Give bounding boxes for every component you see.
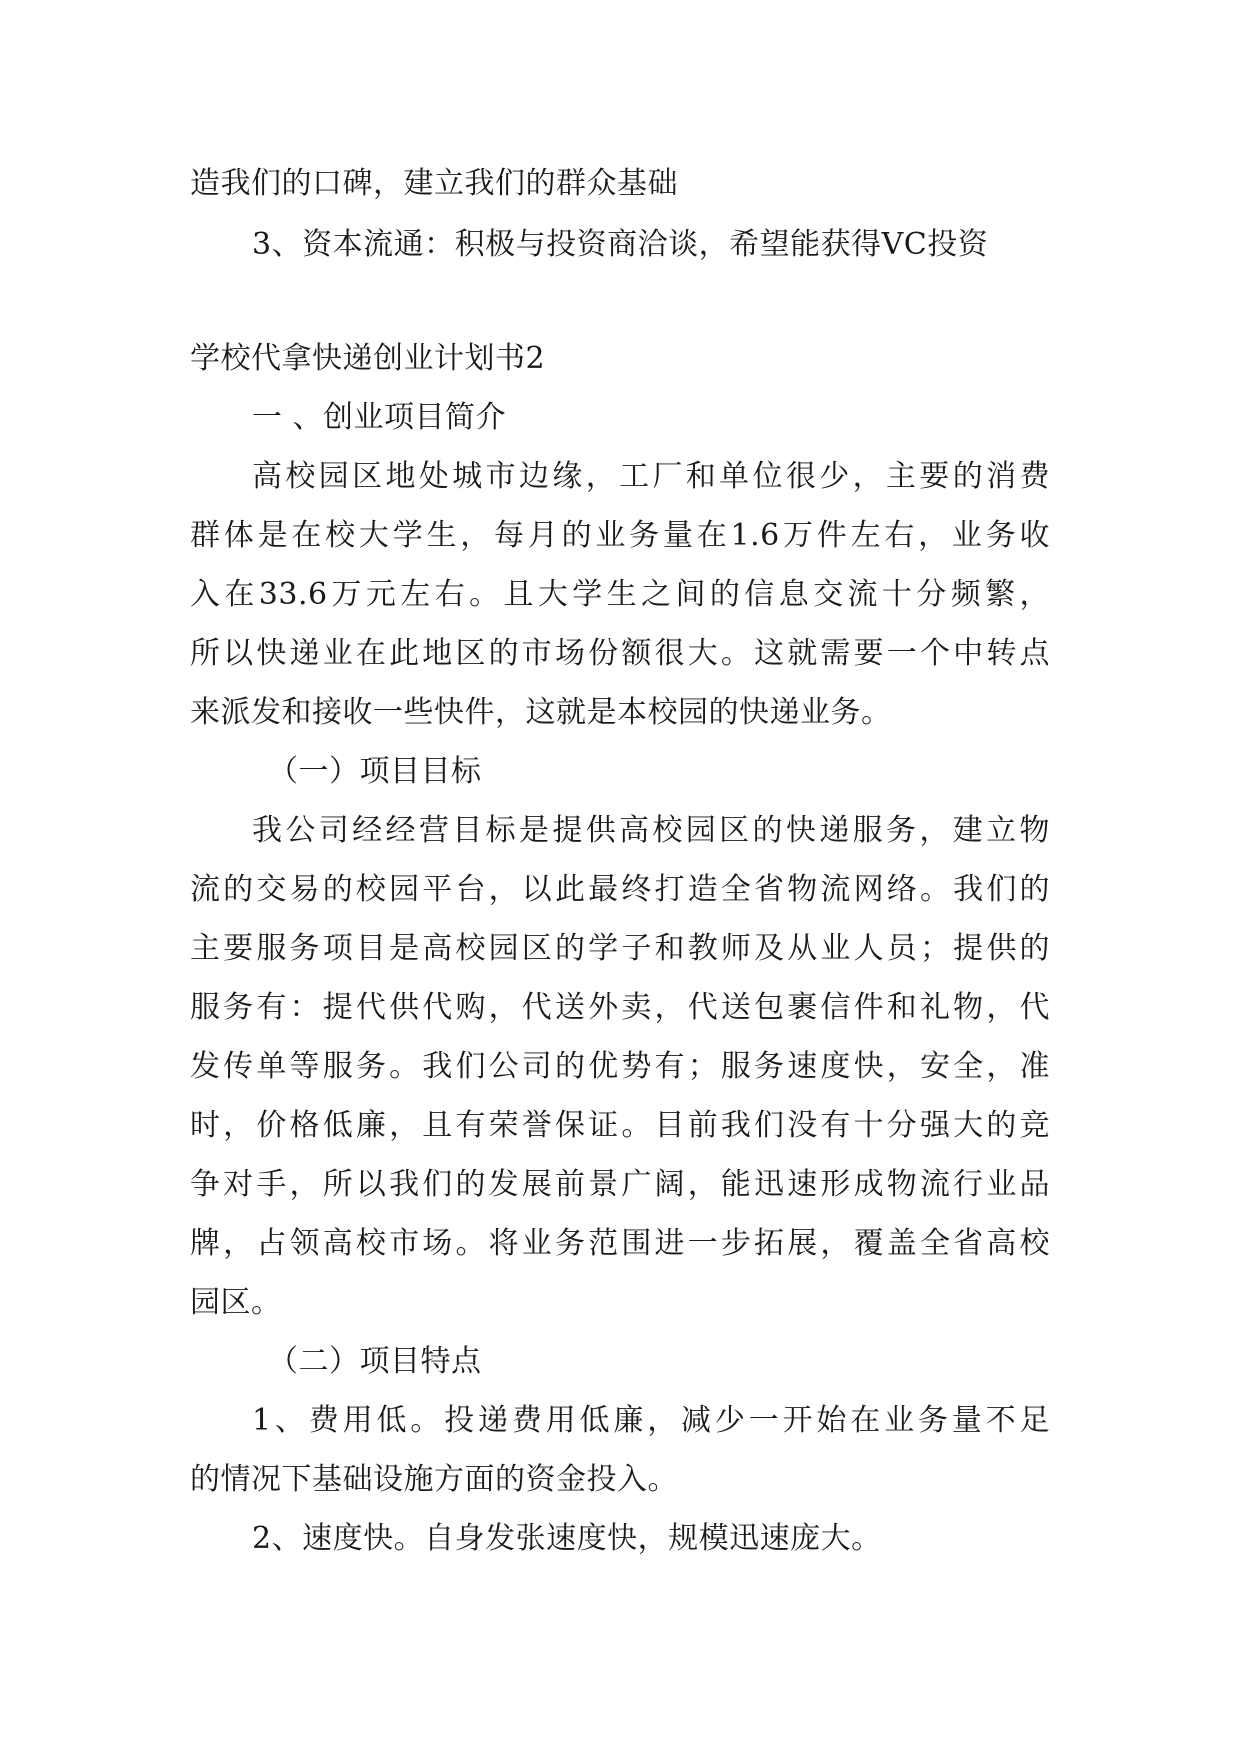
goal-paragraph-line: 主要服务项目是高校园区的学子和教师及从业人员；提供的 [190, 931, 1050, 966]
feature-high-speed: 2、速度快。自身发张速度快，规模迅速庞大。 [252, 1521, 882, 1556]
section-heading-project-intro: 一 、创业项目简介 [252, 400, 507, 435]
subsection-heading-project-goal: （一）项目目标 [268, 754, 482, 789]
intro-paragraph-line: 入在33.6万元左右。且大学生之间的信息交流十分频繁， [190, 577, 1050, 612]
goal-paragraph-line: 流的交易的校园平台，以此最终打造全省物流网络。我们的 [190, 872, 1050, 907]
goal-paragraph-line: 时，价格低廉，且有荣誉保证。目前我们没有十分强大的竞 [190, 1108, 1050, 1143]
feature-low-cost-line: 1、费用低。投递费用低廉，减少一开始在业务量不足 [252, 1403, 1050, 1438]
goal-paragraph-line: 我公司经经营目标是提供高校园区的快递服务，建立物 [252, 813, 1050, 848]
intro-paragraph-line: 高校园区地处城市边缘，工厂和单位很少，主要的消费 [252, 459, 1050, 494]
document-title: 学校代拿快递创业计划书2 [190, 341, 546, 376]
goal-paragraph-line: 服务有：提代供代购，代送外卖，代送包裹信件和礼物，代 [190, 990, 1050, 1025]
intro-paragraph-line: 所以快递业在此地区的市场份额很大。这就需要一个中转点 [190, 636, 1050, 671]
goal-paragraph-line: 园区。 [190, 1285, 282, 1320]
intro-paragraph-line: 群体是在校大学生，每月的业务量在1.6万件左右，业务收 [190, 518, 1050, 553]
subsection-heading-project-features: （二）项目特点 [268, 1344, 482, 1379]
goal-paragraph-line: 牌，占领高校市场。将业务范围进一步拓展，覆盖全省高校 [190, 1226, 1050, 1261]
intro-paragraph-line: 来派发和接收一些快件，这就是本校园的快递业务。 [190, 695, 892, 730]
goal-paragraph-line: 发传单等服务。我们公司的优势有；服务速度快，安全，准 [190, 1049, 1050, 1084]
feature-low-cost-line: 的情况下基础设施方面的资金投入。 [190, 1462, 678, 1497]
goal-paragraph-line: 争对手，所以我们的发展前景广阔，能迅速形成物流行业品 [190, 1167, 1050, 1202]
previous-paragraph-end: 造我们的口碑，建立我们的群众基础 [190, 166, 678, 201]
capital-circulation-item: 3、资本流通：积极与投资商洽谈，希望能获得VC投资 [252, 227, 989, 262]
